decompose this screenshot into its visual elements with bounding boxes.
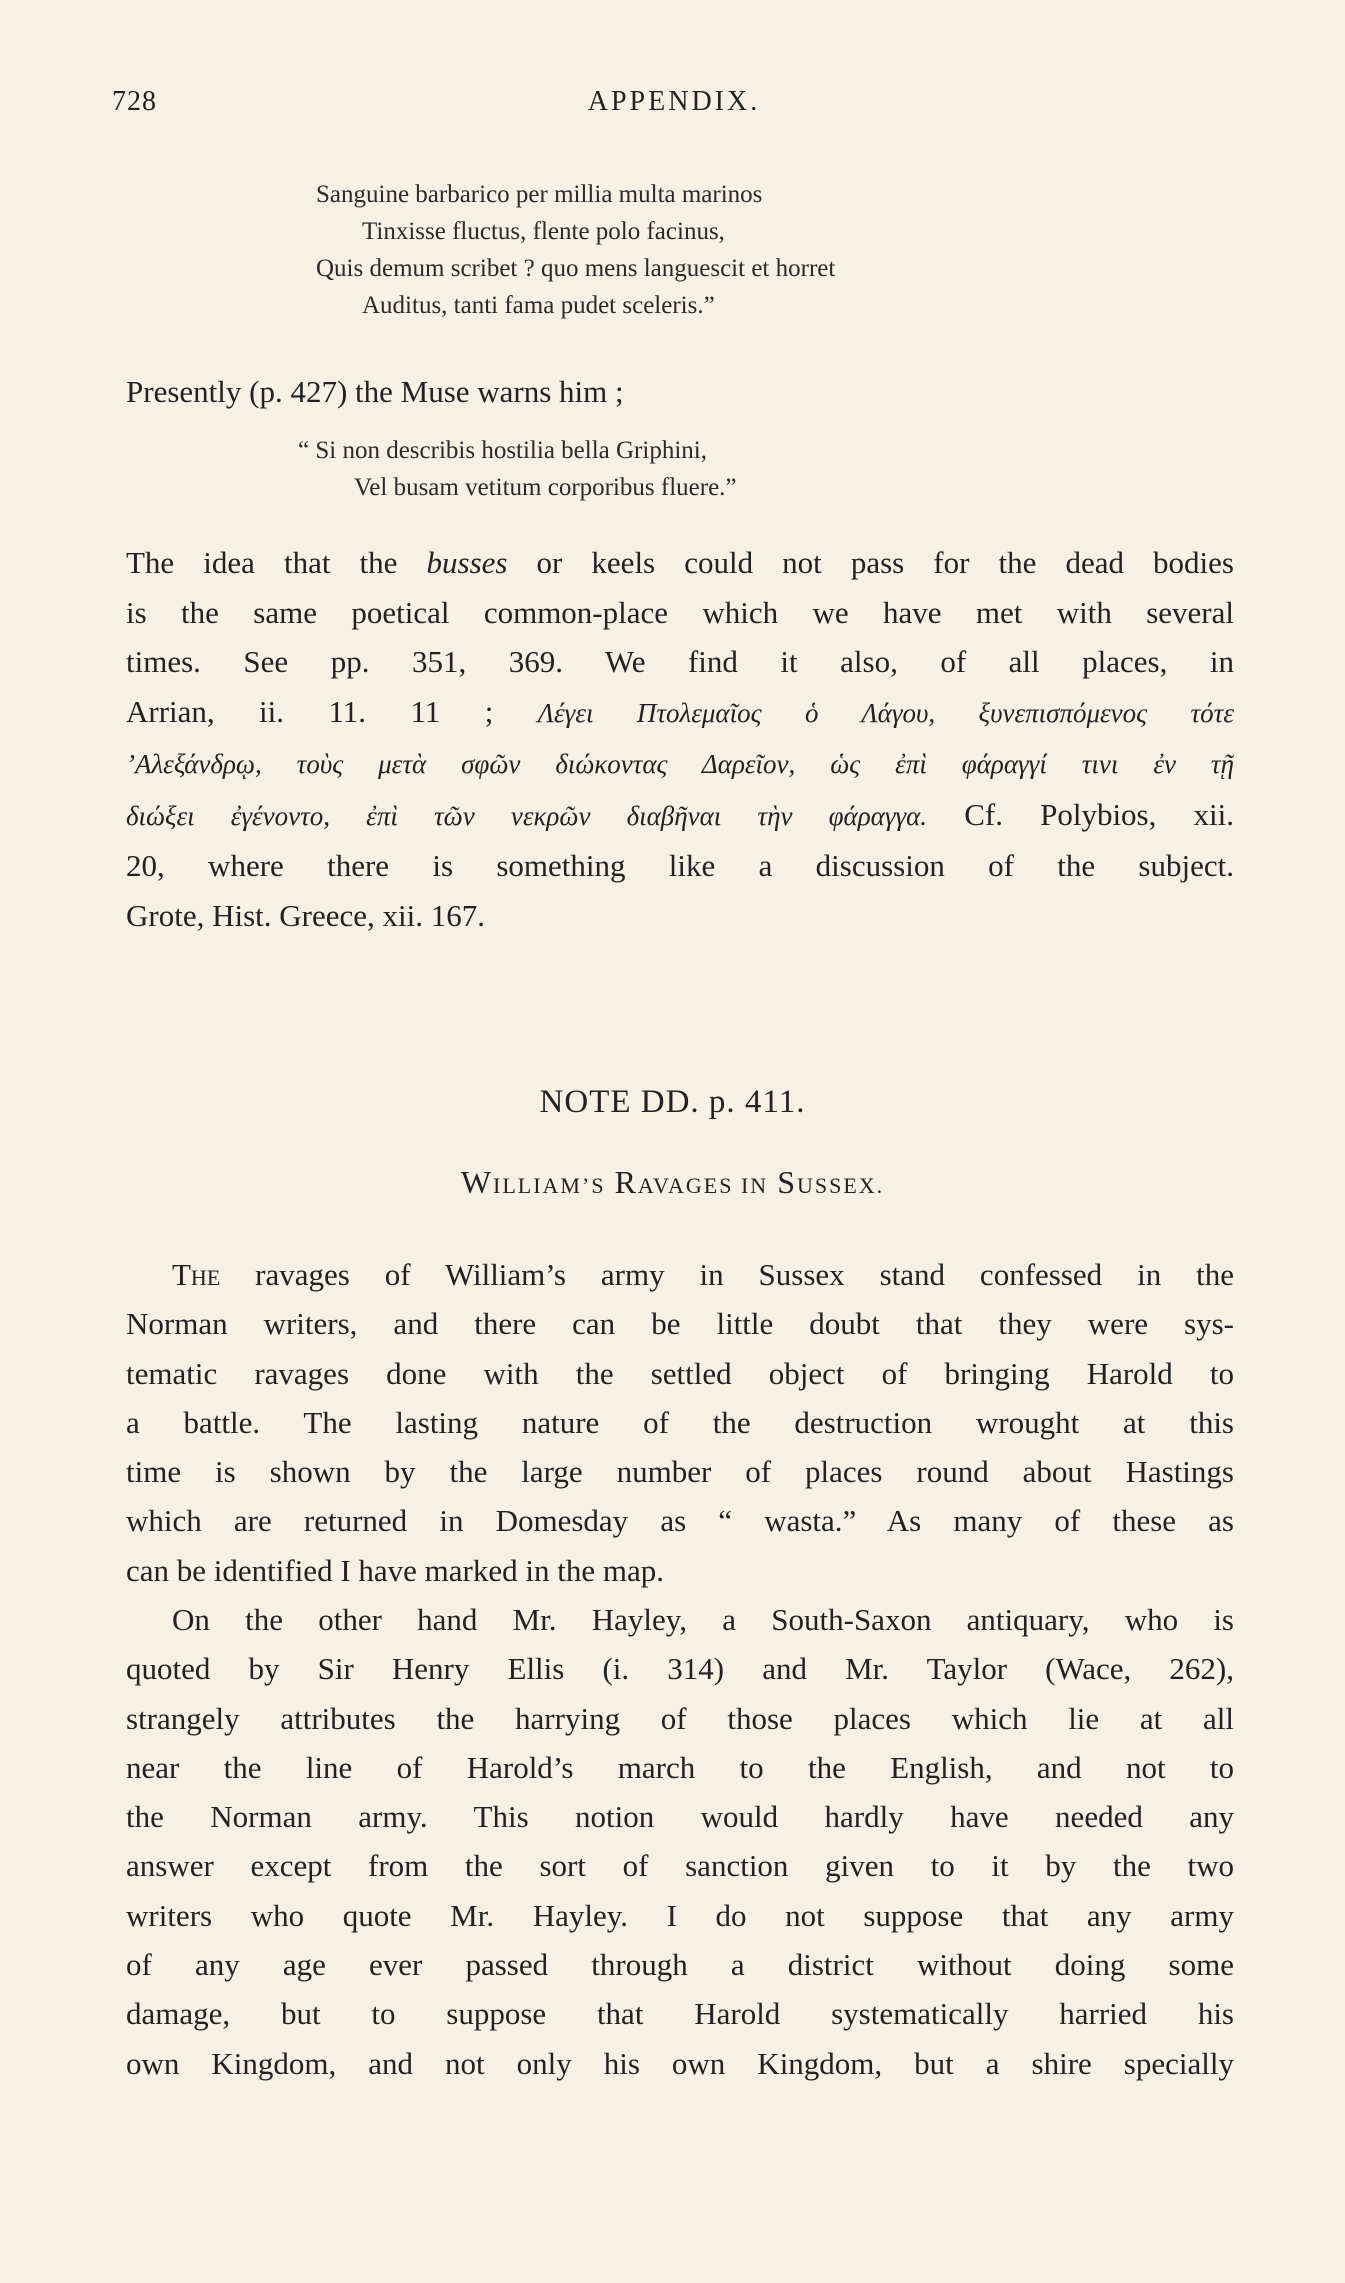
text-line: the Norman army. This notion would hardly have needed any bbox=[126, 1799, 1234, 1835]
text-line bbox=[126, 1250, 1234, 1299]
text-line: tematic ravages done with the settled object of bringing Harold to bbox=[126, 1355, 1234, 1391]
text-line: is the same poetical common-place which we have met with several bbox=[126, 594, 1234, 630]
small-caps-initial: S bbox=[777, 1164, 797, 1200]
text-line bbox=[126, 538, 1234, 588]
text-line: Grote, Hist. Greece, xii. 167. bbox=[126, 897, 485, 933]
text-line: times. See pp. 351, 369. We find it also, of all places, in bbox=[126, 644, 1234, 679]
verse-line: Quis demum scribet ? quo mens languescit et horret bbox=[316, 255, 836, 282]
text-run: The idea that the bbox=[126, 545, 427, 580]
text-line: near the line of Harold’s march to the English, and not to bbox=[126, 1749, 1234, 1785]
greek-quotation: Λέγει Πτολεμαῖος ὁ Λάγου, ξυνεπισπόμενος τότε bbox=[537, 697, 1234, 728]
paragraph-hayley bbox=[126, 1595, 1234, 2088]
small-caps-run: AVAGES IN bbox=[637, 1173, 769, 1198]
verse-quotation-1 bbox=[316, 176, 835, 324]
text-run: Cf. Polybios, xii. bbox=[927, 796, 1234, 832]
text-line: answer except from the sort of sanction given to it by the two bbox=[126, 1848, 1234, 1884]
text-line: Norman writers, and there can be little doubt that they were sys- bbox=[126, 1306, 1234, 1342]
text-line: Presently (p. 427) the Muse warns him ; bbox=[126, 374, 624, 409]
page-number: 728 bbox=[112, 86, 157, 117]
page-header bbox=[112, 86, 1236, 126]
greek-quotation: ’Αλεξάνδρῳ, τοὺς μετὰ σφῶν διώκοντας Δαρεῖον, ὡς ἐπὶ φάραγγί τινι ἐν τῇ bbox=[126, 749, 1234, 779]
text-run: Arrian, ii. 11. 11 ; bbox=[126, 693, 538, 729]
text-line: can be identified I have marked in the map. bbox=[126, 1552, 664, 1588]
text-line: writers who quote Mr. Hayley. I do not suppose that any army bbox=[126, 1897, 1234, 1933]
verse-line: “ Si non describis hostilia bella Griphini, bbox=[298, 437, 707, 464]
verse-line: Tinxisse fluctus, flente polo facinus, bbox=[362, 218, 725, 245]
paragraph-busses bbox=[126, 538, 1234, 940]
small-caps-initial: R bbox=[614, 1164, 638, 1200]
text-line: On the other hand Mr. Hayley, a South-Saxon antiquary, who is bbox=[172, 1602, 1234, 1637]
text-line: strangely attributes the harrying of those places which lie at all bbox=[126, 1700, 1234, 1736]
text-line bbox=[126, 738, 1234, 790]
verse-quotation-2 bbox=[298, 432, 737, 506]
running-head: APPENDIX. bbox=[587, 86, 761, 117]
text-line: quoted by Sir Henry Ellis (i. 314) and Mr. Taylor (Wace, 262), bbox=[126, 1651, 1234, 1687]
paragraph-presently bbox=[126, 368, 1234, 417]
verse-line: Auditus, tanti fama pudet sceleris.” bbox=[362, 292, 715, 319]
text-line bbox=[126, 790, 1234, 842]
note-heading: NOTE DD. p. 411. bbox=[539, 1084, 806, 1120]
greek-quotation: διώξει ἐγένοντο, ἐπὶ τῶν νεκρῶν διαβῆναι τὴν φάραγγα. bbox=[126, 800, 928, 831]
text-line: time is shown by the large number of places round about Hastings bbox=[126, 1454, 1234, 1490]
text-line: damage, but to suppose that Harold systematically harried his bbox=[126, 1996, 1234, 2032]
text-line bbox=[126, 687, 1234, 739]
small-caps-run: ILLIAM’S bbox=[493, 1173, 606, 1198]
small-caps-initial: W bbox=[460, 1164, 494, 1200]
text-line: which are returned in Domesday as “ wasta.” As many of these as bbox=[126, 1503, 1234, 1539]
text-line: 20, where there is something like a discussion of the subject. bbox=[126, 848, 1234, 883]
text-line: of any age ever passed through a district without doing some bbox=[126, 1947, 1234, 1983]
verse-line: Sanguine barbarico per millia multa marinos bbox=[316, 181, 763, 208]
paragraph-ravages bbox=[126, 1250, 1234, 1595]
text-line: own Kingdom, and not only his own Kingdom, but a shire specially bbox=[126, 2045, 1234, 2081]
note-subheading bbox=[0, 1164, 1345, 1201]
verse-line: Vel busam vetitum corporibus fluere.” bbox=[354, 474, 737, 501]
text-run: ravages of William’s army in Sussex stand confessed in the bbox=[220, 1257, 1234, 1292]
italic-run: busses bbox=[426, 545, 508, 580]
small-caps-lead: The bbox=[172, 1257, 221, 1292]
text-line: a battle. The lasting nature of the destruction wrought at this bbox=[126, 1404, 1234, 1440]
small-caps-run: USSEX. bbox=[796, 1173, 885, 1198]
text-run: or keels could not pass for the dead bodies bbox=[507, 545, 1234, 580]
